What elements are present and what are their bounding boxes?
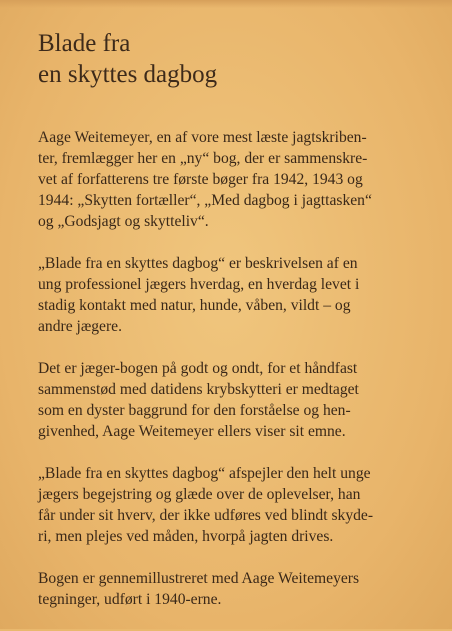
book-title [38, 28, 217, 90]
paragraph-5 [38, 568, 430, 610]
top-edge-shadow [0, 0, 452, 8]
paragraph-3 [38, 358, 430, 442]
text-line: givenhed, Aage Weitemeyer ellers viser sit emne. [38, 423, 346, 440]
title-line-2: en skyttes dagbog [38, 61, 218, 88]
text-line: vet af forfatterens tre første bøger fra 1942, 1943 og [38, 171, 363, 188]
text-line: „Blade fra en skyttes dagbog“ er beskrivelsen af en [38, 255, 358, 272]
text-line: ung professionel jægers hverdag, en hverdag levet i [38, 276, 360, 293]
text-line: Bogen er gennemillustreret med Aage Weitemeyers [38, 570, 360, 587]
text-line: andre jægere. [38, 318, 122, 335]
text-line: Det er jæger-bogen på godt og ondt, for et håndfast [38, 360, 358, 377]
text-line: ter, fremlægger her en „ny“ bog, der er sammenskre- [38, 150, 368, 167]
text-line: ri, men plejes ved måden, hvorpå jagten drives. [38, 528, 334, 545]
title-line-1: Blade fra [38, 30, 131, 57]
text-line: 1944: „Skytten fortæller“, „Med dagbog i jagttasken“ [38, 192, 372, 209]
text-line: og „Godsjagt og skytteliv“. [38, 213, 209, 230]
text-line: sammenstød med datidens krybskytteri er medtaget [38, 381, 359, 398]
text-line: jægers begejstring og glæde over de oplevelser, han [38, 486, 361, 503]
text-line: tegninger, udført i 1940-erne. [38, 591, 222, 608]
paragraph-2 [38, 253, 430, 337]
paragraph-1 [38, 127, 430, 232]
text-line: stadig kontakt med natur, hunde, våben, vildt – og [38, 297, 351, 314]
text-line: som en dyster baggrund for den forståelse og hen- [38, 402, 351, 419]
text-line: får under sit hverv, der ikke udføres ved blindt skyde- [38, 507, 374, 524]
paragraph-4 [38, 463, 430, 547]
text-line: „Blade fra en skyttes dagbog“ afspejler den helt unge [38, 465, 371, 482]
text-line: Aage Weitemeyer, en af vore mest læste jagtskriben- [38, 129, 367, 146]
description-text [38, 127, 430, 631]
